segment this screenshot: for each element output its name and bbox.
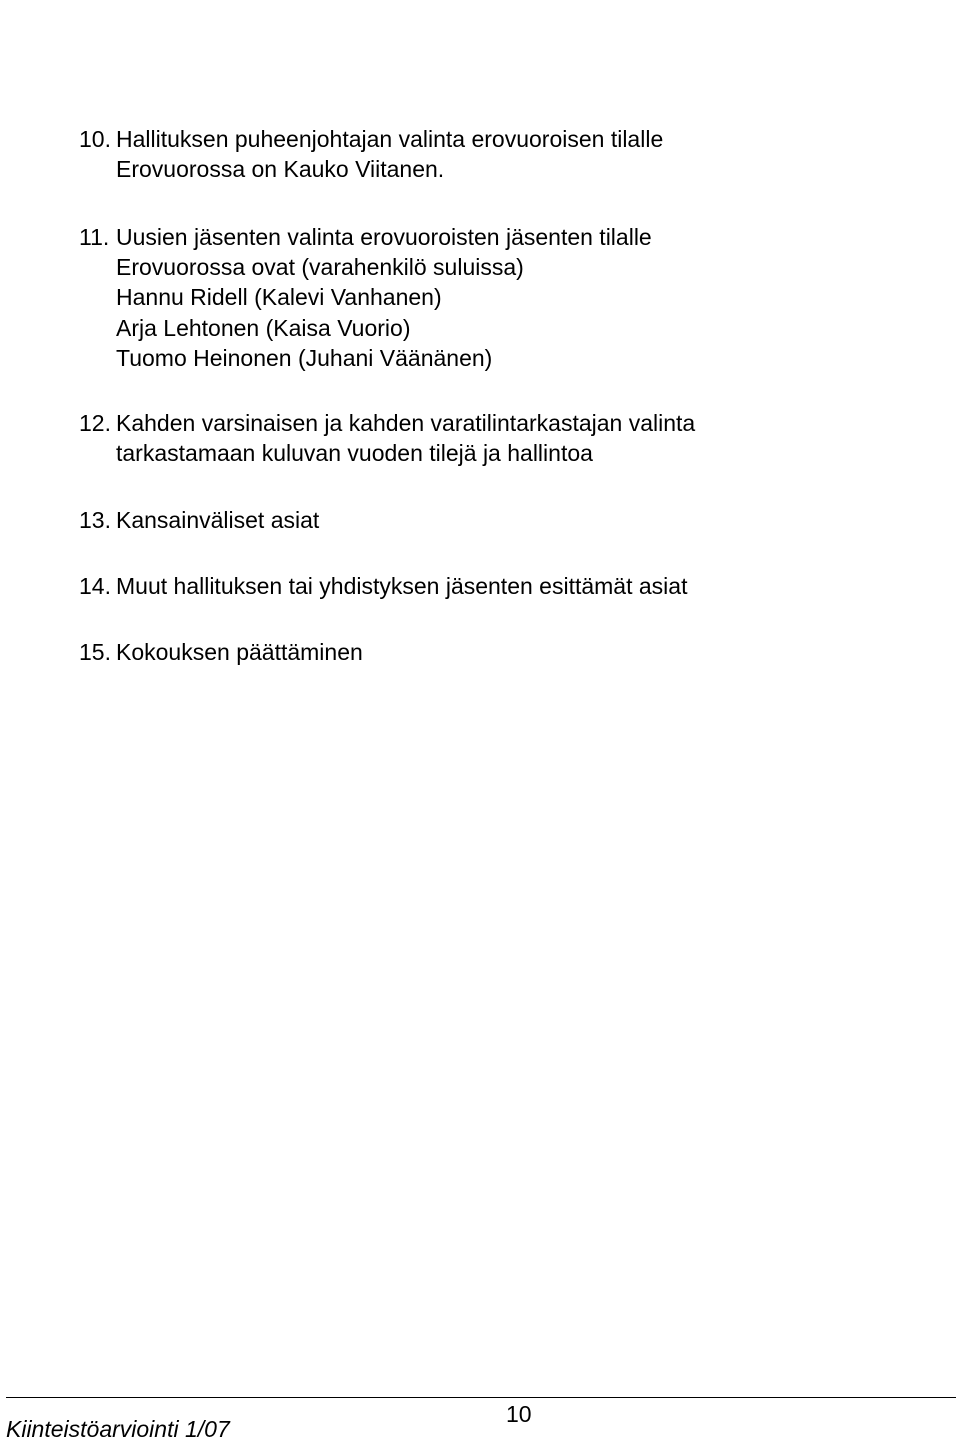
item-text-line: Kokouksen päättäminen (116, 639, 363, 665)
agenda-item-15 (79, 637, 939, 667)
item-text-line: Uusien jäsenten valinta erovuoroisten jäsenten tilalle (116, 224, 652, 250)
item-text-line: Arja Lehtonen (Kaisa Vuorio) (116, 314, 411, 341)
agenda-item-10 (79, 124, 939, 184)
item-text-line: Erovuorossa ovat (varahenkilö suluissa) (116, 254, 524, 281)
page-number: 10 (506, 1401, 532, 1427)
item-number: 15. (79, 639, 111, 665)
agenda-item-14 (79, 571, 939, 601)
item-number: 14. (79, 573, 111, 599)
item-text-line: tarkastamaan kuluvan vuoden tilejä ja hallintoa (116, 440, 593, 467)
item-number: 13. (79, 507, 111, 533)
item-text-line: Hannu Ridell (Kalevi Vanhanen) (116, 284, 442, 311)
agenda-item-11 (79, 222, 939, 373)
item-number: 12. (79, 410, 111, 436)
item-number: 11. (79, 224, 110, 250)
agenda-item-13 (79, 505, 939, 535)
item-text-line: Hallituksen puheenjohtajan valinta erovuoroisen tilalle (116, 126, 664, 152)
item-text-line: Kansainväliset asiat (116, 507, 320, 533)
item-text-line: Tuomo Heinonen (Juhani Väänänen) (116, 344, 493, 371)
item-text-line: Kahden varsinaisen ja kahden varatilintarkastajan valinta (116, 410, 696, 436)
item-number: 10. (79, 126, 111, 152)
footer-publication: Kiinteistöarviointi 1/07 (6, 1416, 230, 1442)
footer-divider (6, 1397, 956, 1398)
item-text-line: Erovuorossa on Kauko Viitanen. (116, 156, 445, 183)
agenda-item-12 (79, 408, 939, 468)
item-text-line: Muut hallituksen tai yhdistyksen jäsenten esittämät asiat (116, 573, 688, 599)
